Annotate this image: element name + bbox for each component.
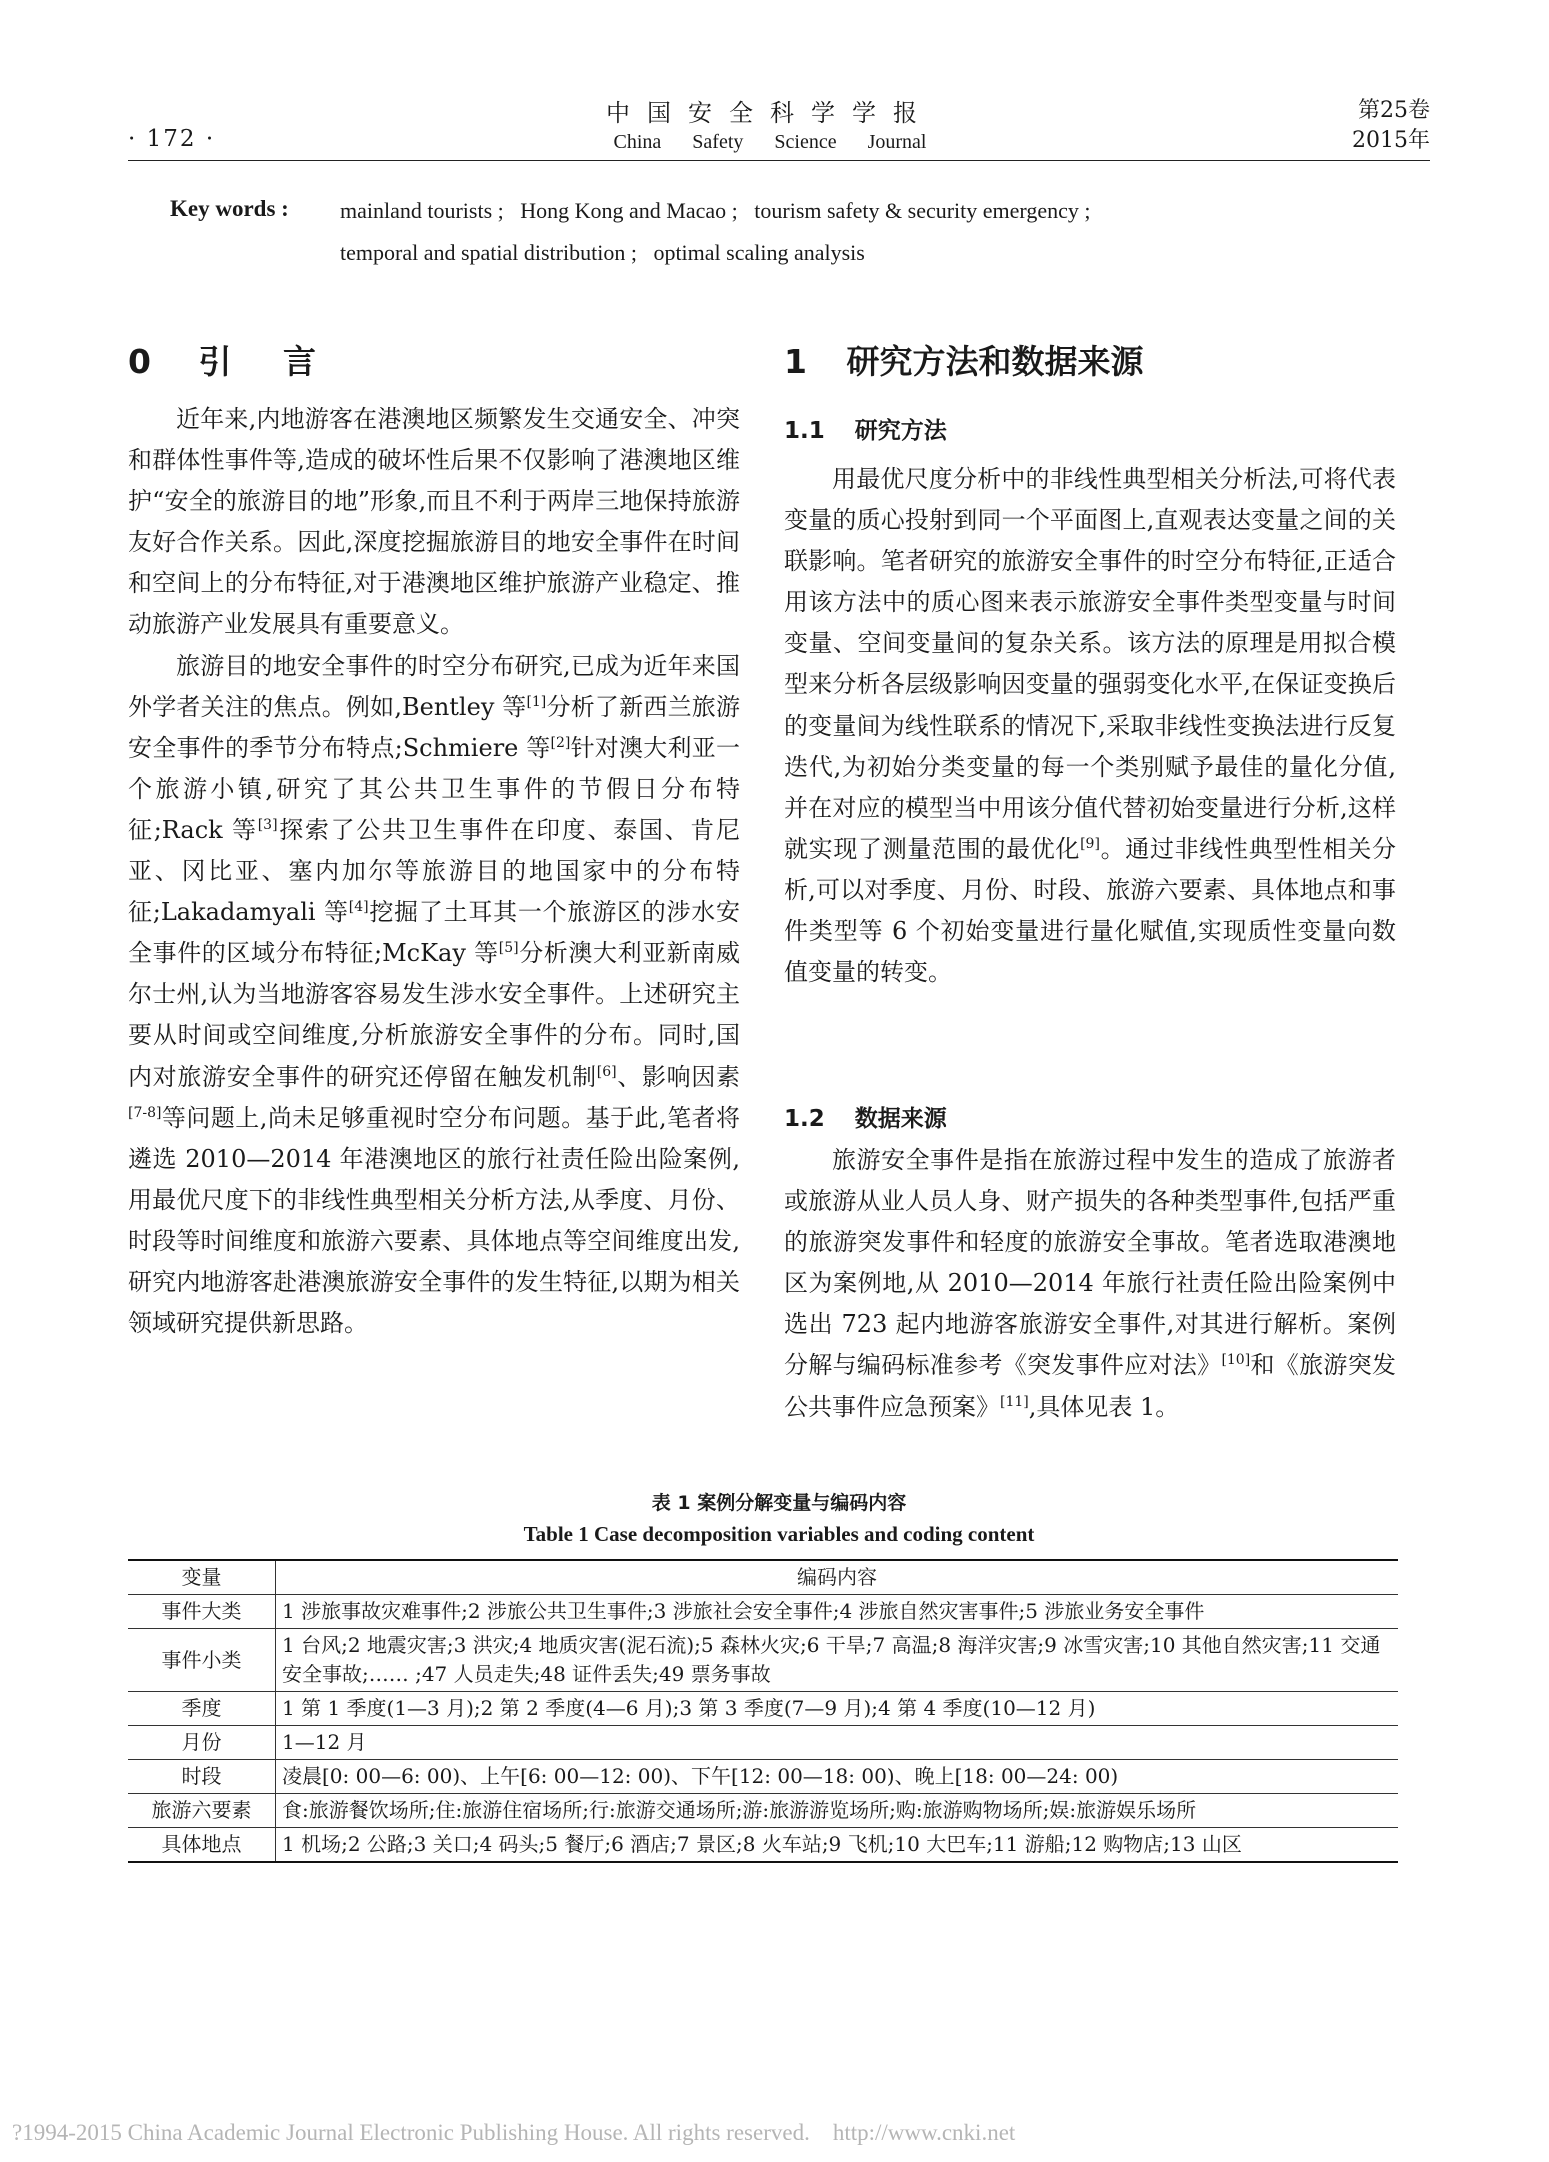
table-cell-variable: 时段 [128, 1760, 276, 1794]
section-0-heading [128, 336, 336, 383]
table-header-content: 编码内容 [276, 1560, 1399, 1595]
table-cell-variable: 事件大类 [128, 1595, 276, 1629]
subsection-1-1-heading [784, 412, 947, 445]
method-paragraph: 用最优尺度分析中的非线性典型相关分析法,可将代表变量的质心投射到同一个平面图上,直观表达变量之间的关联影响。笔者研究的旅游安全事件的时空分布特征,正适合用该方法中的质心图来表示旅游安全事件类型变量与时间变量、空间变量间的复杂关系。该方法的原理是用拟合模型来分析各层级影响因变量的强弱变化水平,在保证变换后的变量间为线性联系的情况下,采取非线性变换法进行反复迭代,为初始分类变量的每一个类别赋予最佳的量化分值,并在对应的模型当中用该分值代替初始变量进行分析,这样就实现了测量范围的最优化[9]。通过非线性典型性相关分析,可以对季度、月份、时段、旅游六要素、具体地点和事件类型等 6 个初始变量进行量化赋值,实现质性变量向数值变量的转变。 [784, 465, 1396, 987]
subsection-title: 研究方法 [854, 418, 947, 444]
intro-paragraph-1: 近年来,内地游客在港澳地区频繁发生交通安全、冲突和群体性事件等,造成的破坏性后果不仅影响了港澳地区维护“安全的旅游目的地”形象,而且不利于两岸三地保持旅游友好合作关系。因此,深度挖掘旅游目的地安全事件在时间和空间上的分布特征,对于港澳地区维护旅游产业稳定、推动旅游产业发展具有重要意义。 [128, 405, 740, 639]
table-cell-variable: 事件小类 [128, 1629, 276, 1692]
journal-title-cn: 中国安全科学学报 [606, 99, 934, 127]
citation: [6] [596, 1063, 617, 1080]
data-source-text [784, 1140, 1396, 1428]
copyright-footer: ?1994-2015 China Academic Journal Electronic Publishing House. All rights reserved. http://www.cnki.net [12, 2120, 1016, 2145]
section-0-number: 0 [128, 342, 151, 381]
table-row [128, 1692, 1398, 1726]
table-cell-variable: 季度 [128, 1692, 276, 1726]
subsection-number: 1.1 [784, 418, 825, 444]
coding-table [128, 1559, 1398, 1863]
table-row [128, 1629, 1398, 1692]
year: 2015年 [1352, 128, 1430, 153]
table-cell-variable: 具体地点 [128, 1828, 276, 1863]
keywords-line-1: mainland tourists ; Hong Kong and Macao ; tourism safety & security emergency ; [340, 198, 1091, 223]
citation: [5] [498, 940, 519, 957]
table-cell-content: 凌晨[0: 00—6: 00)、上午[6: 00—12: 00)、下午[12: 00—18: 00)、晚上[18: 00—24: 00) [276, 1760, 1399, 1794]
section-1-title: 研究方法和数据来源 [846, 342, 1144, 381]
citation: [2] [550, 734, 571, 751]
table-row [128, 1595, 1398, 1629]
table-cell-content: 1 台风;2 地震灾害;3 洪灾;4 地质灾害(泥石流);5 森林火灾;6 干旱;7 高温;8 海洋灾害;9 冰雪灾害;10 其他自然灾害;11 交通安全事故;…… ;47 人员走失;48 证件丢失;49 票务事故 [276, 1629, 1399, 1692]
journal-title-en: China Safety Science Journal [613, 131, 927, 153]
table-row [128, 1794, 1398, 1828]
section-1-number: 1 [784, 342, 807, 381]
volume: 第25卷 [1358, 98, 1430, 123]
intro-paragraph-2: 旅游目的地安全事件的时空分布研究,已成为近年来国外学者关注的焦点。例如,Bentley 等[1]分析了新西兰旅游安全事件的季节分布特点;Schmiere 等[2]针对澳大利亚一个旅游小镇,研究了其公共卫生事件的节假日分布特征;Rack 等[3]探索了公共卫生事件在印度、泰国、肯尼亚、冈比亚、塞内加尔等旅游目的地国家中的分布特征;Lakadamyali 等[4]挖掘了土耳其一个旅游区的涉水安全事件的区域分布特征;McKay 等[5]分析澳大利亚新南威尔士州,认为当地游客容易发生涉水安全事件。上述研究主要从时间或空间维度,分析旅游安全事件的分布。同时,国内对旅游安全事件的研究还停留在触发机制[6]、影响因素[7-8]等问题上,尚未足够重视时空分布问题。基于此,笔者将遴选 2010—2014 年港澳地区的旅行社责任险出险案例,用最优尺度下的非线性典型相关分析方法,从季度、月份、时段等时间维度和旅游六要素、具体地点等空间维度出发,研究内地游客赴港澳旅游安全事件的发生特征,以期为相关领域研究提供新思路。 [128, 651, 741, 1338]
table-row [128, 1760, 1398, 1794]
table-cell-content: 食:旅游餐饮场所;住:旅游住宿场所;行:旅游交通场所;游:旅游游览场所;购:旅游购物场所;娱:旅游娱乐场所 [276, 1794, 1399, 1828]
subsection-title: 数据来源 [854, 1106, 947, 1132]
citation: [9] [1080, 835, 1100, 852]
citation: [7-8] [128, 1104, 162, 1121]
table-row [128, 1828, 1398, 1863]
section-1-heading [784, 336, 1143, 383]
table-row [128, 1726, 1398, 1760]
table-header-variable: 变量 [128, 1560, 276, 1595]
table-cell-content: 1 机场;2 公路;3 关口;4 码头;5 餐厅;6 酒店;7 景区;8 火车站;9 飞机;10 大巴车;11 游船;12 购物店;13 山区 [276, 1828, 1399, 1863]
table-cell-content: 1 涉旅事故灾难事件;2 涉旅公共卫生事件;3 涉旅社会安全事件;4 涉旅自然灾害事件;5 涉旅业务安全事件 [276, 1595, 1399, 1629]
citation: [4] [348, 899, 369, 916]
journal-title [520, 98, 1020, 156]
data-source-paragraph: 旅游安全事件是指在旅游过程中发生的造成了旅游者或旅游从业人员人身、财产损失的各种类型事件,包括严重的旅游突发事件和轻度的旅游安全事故。笔者选取港澳地区为案例地,从 2010—2014 年旅行社责任险出险案例中选出 723 起内地游客旅游安全事件,对其进行解析。案例分解与编码标准参考《突发事件应对法》[10]和《旅游突发公共事件应急预案》[11],具体见表 1。 [784, 1146, 1396, 1421]
citation: [10] [1221, 1352, 1251, 1369]
table-cell-variable: 月份 [128, 1726, 276, 1760]
table-cell-content: 1 第 1 季度(1—3 月);2 第 2 季度(4—6 月);3 第 3 季度(7—9 月);4 第 4 季度(10—12 月) [276, 1692, 1399, 1726]
table-cell-content: 1—12 月 [276, 1726, 1399, 1760]
header-rule [128, 160, 1430, 161]
page-number: · 172 · [128, 126, 216, 152]
left-column [128, 399, 740, 1344]
keywords-label: Key words : [170, 196, 289, 221]
keywords-line-2: temporal and spatial distribution ; optimal scaling analysis [340, 240, 865, 265]
table-cell-variable: 旅游六要素 [128, 1794, 276, 1828]
method-text [784, 459, 1396, 993]
volume-info [1320, 96, 1430, 156]
citation: [11] [1000, 1393, 1029, 1410]
subsection-number: 1.2 [784, 1106, 825, 1132]
table-caption-en: Table 1 Case decomposition variables and coding content [523, 1522, 1035, 1546]
citation: [3] [257, 816, 278, 833]
section-0-title: 引 言 [198, 342, 336, 381]
subsection-1-2-heading [784, 1100, 947, 1133]
citation: [1] [526, 693, 547, 710]
table-caption-cn: 表 1 案例分解变量与编码内容 [651, 1492, 907, 1514]
table-header-row [128, 1560, 1398, 1595]
